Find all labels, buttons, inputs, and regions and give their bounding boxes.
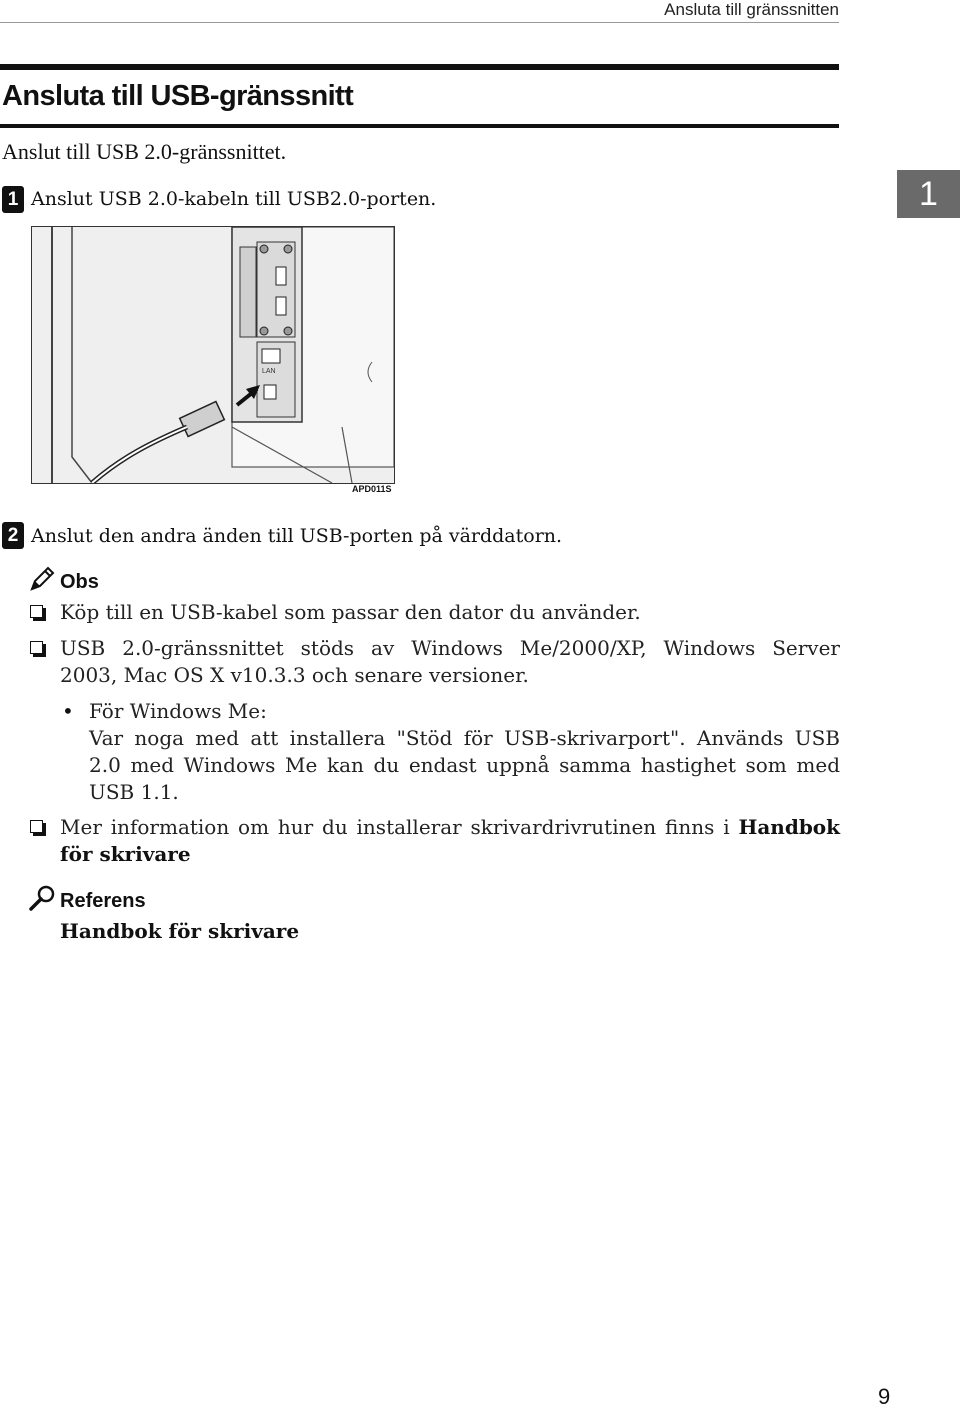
usb-port-illustration [31,226,395,484]
pencil-icon [28,565,56,597]
reference-link[interactable]: Handbok för skrivare [60,919,300,943]
section-title-rule [0,124,839,128]
sub-bullet-line-2: 2.0 med Windows Me kan du endast uppnå samma hastighet som med [89,753,840,777]
manual-link-part-1[interactable]: Handbok [738,815,840,839]
magnifier-icon [28,884,58,916]
reference-heading: Referens [60,890,146,912]
sub-bullet-line-1: Var noga med att installera "Stöd för USB-skrivarport". Används USB [89,726,840,750]
sub-bullet-line-3: USB 1.1. [89,780,179,804]
note-item-2-line-2: 2003, Mac OS X v10.3.3 och senare versioner. [60,663,529,687]
section-title: Ansluta till USB-gränssnitt [2,80,354,112]
checkbox-icon [30,641,43,654]
note-item-1: Köp till en USB-kabel som passar den dator du använder. [60,600,641,624]
checkbox-icon [30,820,43,833]
header-rule [0,22,839,23]
page-number: 9 [878,1384,891,1409]
note-item-2-line-1: USB 2.0-gränssnittet stöds av Windows Me/2000/XP, Windows Server [60,636,840,660]
step-2-text: Anslut den andra änden till USB-porten på värddatorn. [31,525,563,547]
bullet-icon: • [62,699,74,723]
note-heading: Obs [60,571,99,593]
running-header: Ansluta till gränssnitten [664,0,839,19]
chapter-tab: 1 [897,170,960,218]
step-1-badge: 1 [2,186,24,213]
section-top-rule [0,64,839,70]
lan-port-label: LAN [262,368,276,375]
manual-link-part-2[interactable]: för skrivare [60,842,191,866]
section-intro: Anslut till USB 2.0-gränssnittet. [2,139,287,164]
step-1-text: Anslut USB 2.0-kabeln till USB2.0-porten. [31,188,437,210]
sub-bullet-title: För Windows Me: [89,699,267,723]
note-item-3-text: Mer information om hur du installerar skrivardrivrutinen finns i [60,815,739,839]
checkbox-icon [30,605,43,618]
note-item-3-line-1 [60,814,840,841]
printer-rear-drawing [32,227,394,483]
note-item-3-line-2 [60,841,191,868]
figure-caption: APD011S [352,484,392,494]
step-2-badge: 2 [2,522,24,549]
